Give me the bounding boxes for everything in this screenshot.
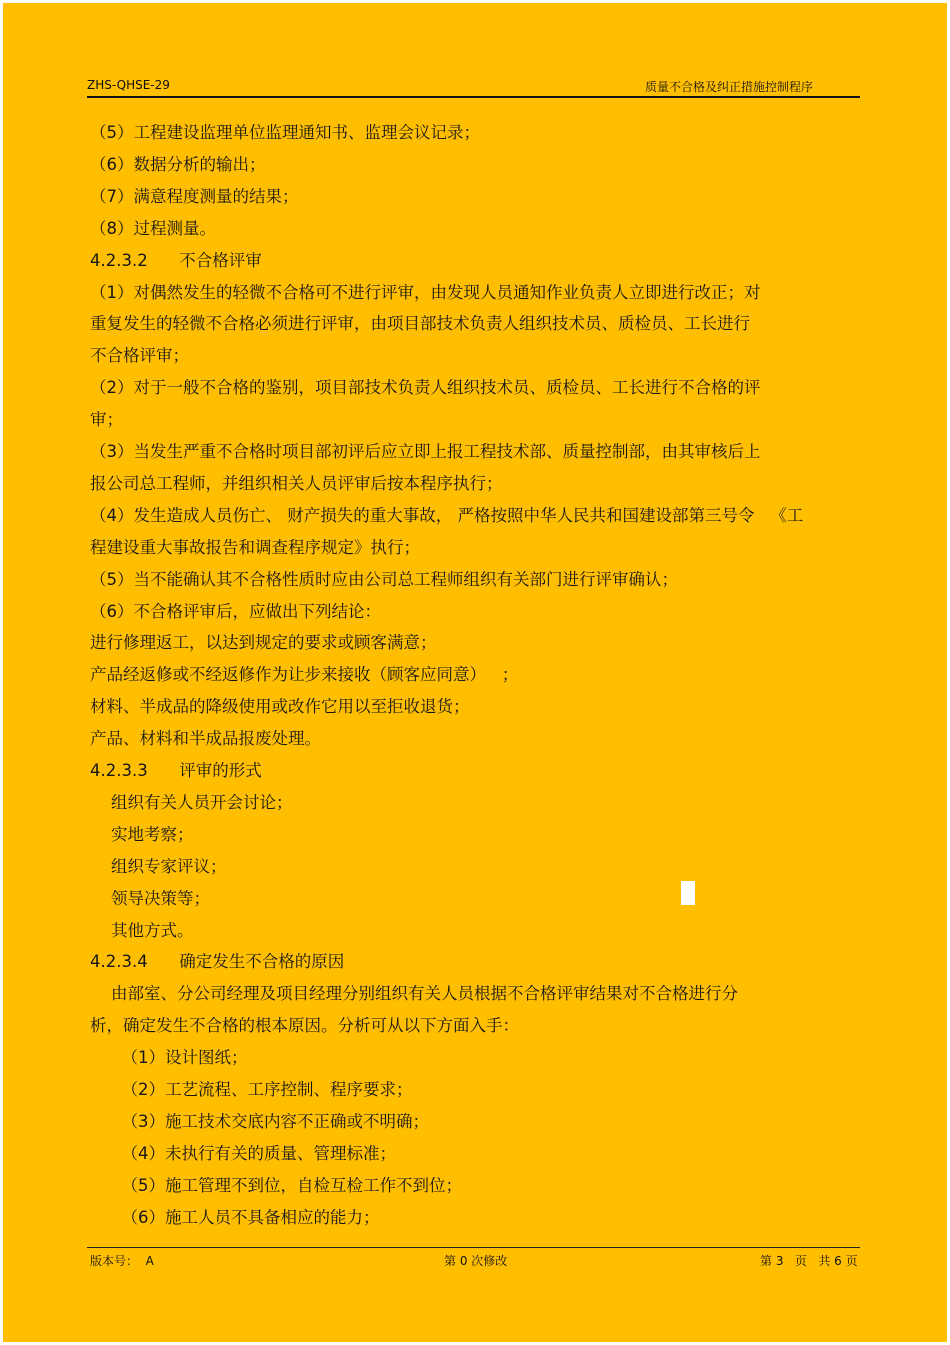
body-line: （4）发生造成人员伤亡、 财产损失的重大事故， 严格按照中华人民共和国建设部第三号令 《工 bbox=[90, 506, 804, 525]
body-line: （1）对偶然发生的轻微不合格可不进行评审，由发现人员通知作业负责人立即进行改正；对 bbox=[90, 283, 761, 302]
body-line: 进行修理返工，以达到规定的要求或顾客满意； bbox=[90, 633, 437, 652]
header-divider bbox=[87, 96, 860, 98]
body-line: 领导决策等； bbox=[90, 889, 210, 908]
body-line: （2）对于一般不合格的鉴别，项目部技术负责人组织技术员、质检员、工长进行不合格的评 bbox=[90, 378, 761, 397]
body-line: 材料、半成品的降级使用或改作它用以至拒收退货； bbox=[90, 697, 470, 716]
body-line: （3）当发生严重不合格时项目部初评后应立即上报工程技术部、质量控制部，由其审核后上 bbox=[90, 442, 761, 461]
body-line: 审； bbox=[90, 410, 123, 429]
body-line: （7）满意程度测量的结果； bbox=[90, 187, 299, 206]
body-line: 4.2.3.4 确定发生不合格的原因 bbox=[90, 952, 345, 971]
body-line: （5）工程建设监理单位监理通知书、监理会议记录； bbox=[90, 123, 480, 142]
body-line: 不合格评审； bbox=[90, 346, 189, 365]
body-line: 4.2.3.3 评审的形式 bbox=[90, 761, 262, 780]
body-line: （2）工艺流程、工序控制、程序要求； bbox=[90, 1080, 413, 1099]
body-line: 由部室、分公司经理及项目经理分别组织有关人员根据不合格评审结果对不合格进行分 bbox=[90, 984, 738, 1003]
body-line: （5）当不能确认其不合格性质时应由公司总工程师组织有关部门进行评审确认； bbox=[90, 570, 678, 589]
body-line: 4.2.3.2 不合格评审 bbox=[90, 251, 262, 270]
body-line: （6）不合格评审后，应做出下列结论： bbox=[90, 602, 381, 621]
body-line: 实地考察； bbox=[90, 825, 194, 844]
body-line: 重复发生的轻微不合格必须进行评审，由项目部技术负责人组织技术员、质检员、工长进行 bbox=[90, 314, 750, 333]
body-line: （8）过程测量。 bbox=[90, 219, 216, 238]
body-line: 析，确定发生不合格的根本原因。分析可从以下方面入手： bbox=[90, 1016, 519, 1035]
body-line: 报公司总工程师，并组织相关人员评审后按本程序执行； bbox=[90, 474, 503, 493]
body-line: 其他方式。 bbox=[90, 921, 194, 940]
body-line: 组织专家评议； bbox=[90, 857, 227, 876]
body-line: （5）施工管理不到位，自检互检工作不到位； bbox=[90, 1176, 462, 1195]
footer-divider bbox=[87, 1247, 860, 1248]
footer-page-info: 第 3 页 共 6 页 bbox=[760, 1254, 858, 1268]
body-line: （1）设计图纸； bbox=[90, 1048, 248, 1067]
header-doc-title: 质量不合格及纠正措施控制程序 bbox=[645, 80, 814, 94]
footer-version: 版本号： A bbox=[90, 1254, 154, 1268]
body-line: 组织有关人员开会讨论； bbox=[90, 793, 293, 812]
body-line: 产品经返修或不经返修作为让步来接收（顾客应同意） ； bbox=[90, 665, 519, 684]
body-line: 产品、材料和半成品报废处理。 bbox=[90, 729, 321, 748]
header-doc-code: ZHS-QHSE-29 bbox=[87, 78, 170, 92]
body-line: 程建设重大事故报告和调查程序规定》执行； bbox=[90, 538, 420, 557]
footer-revision: 第 0 次修改 bbox=[444, 1254, 508, 1268]
body-line: （6）数据分析的输出； bbox=[90, 155, 266, 174]
text-cursor-marker bbox=[681, 881, 695, 905]
body-line: （6）施工人员不具备相应的能力； bbox=[90, 1208, 380, 1227]
body-line: （3）施工技术交底内容不正确或不明确； bbox=[90, 1112, 429, 1131]
body-line: （4）未执行有关的质量、管理标准； bbox=[90, 1144, 396, 1163]
